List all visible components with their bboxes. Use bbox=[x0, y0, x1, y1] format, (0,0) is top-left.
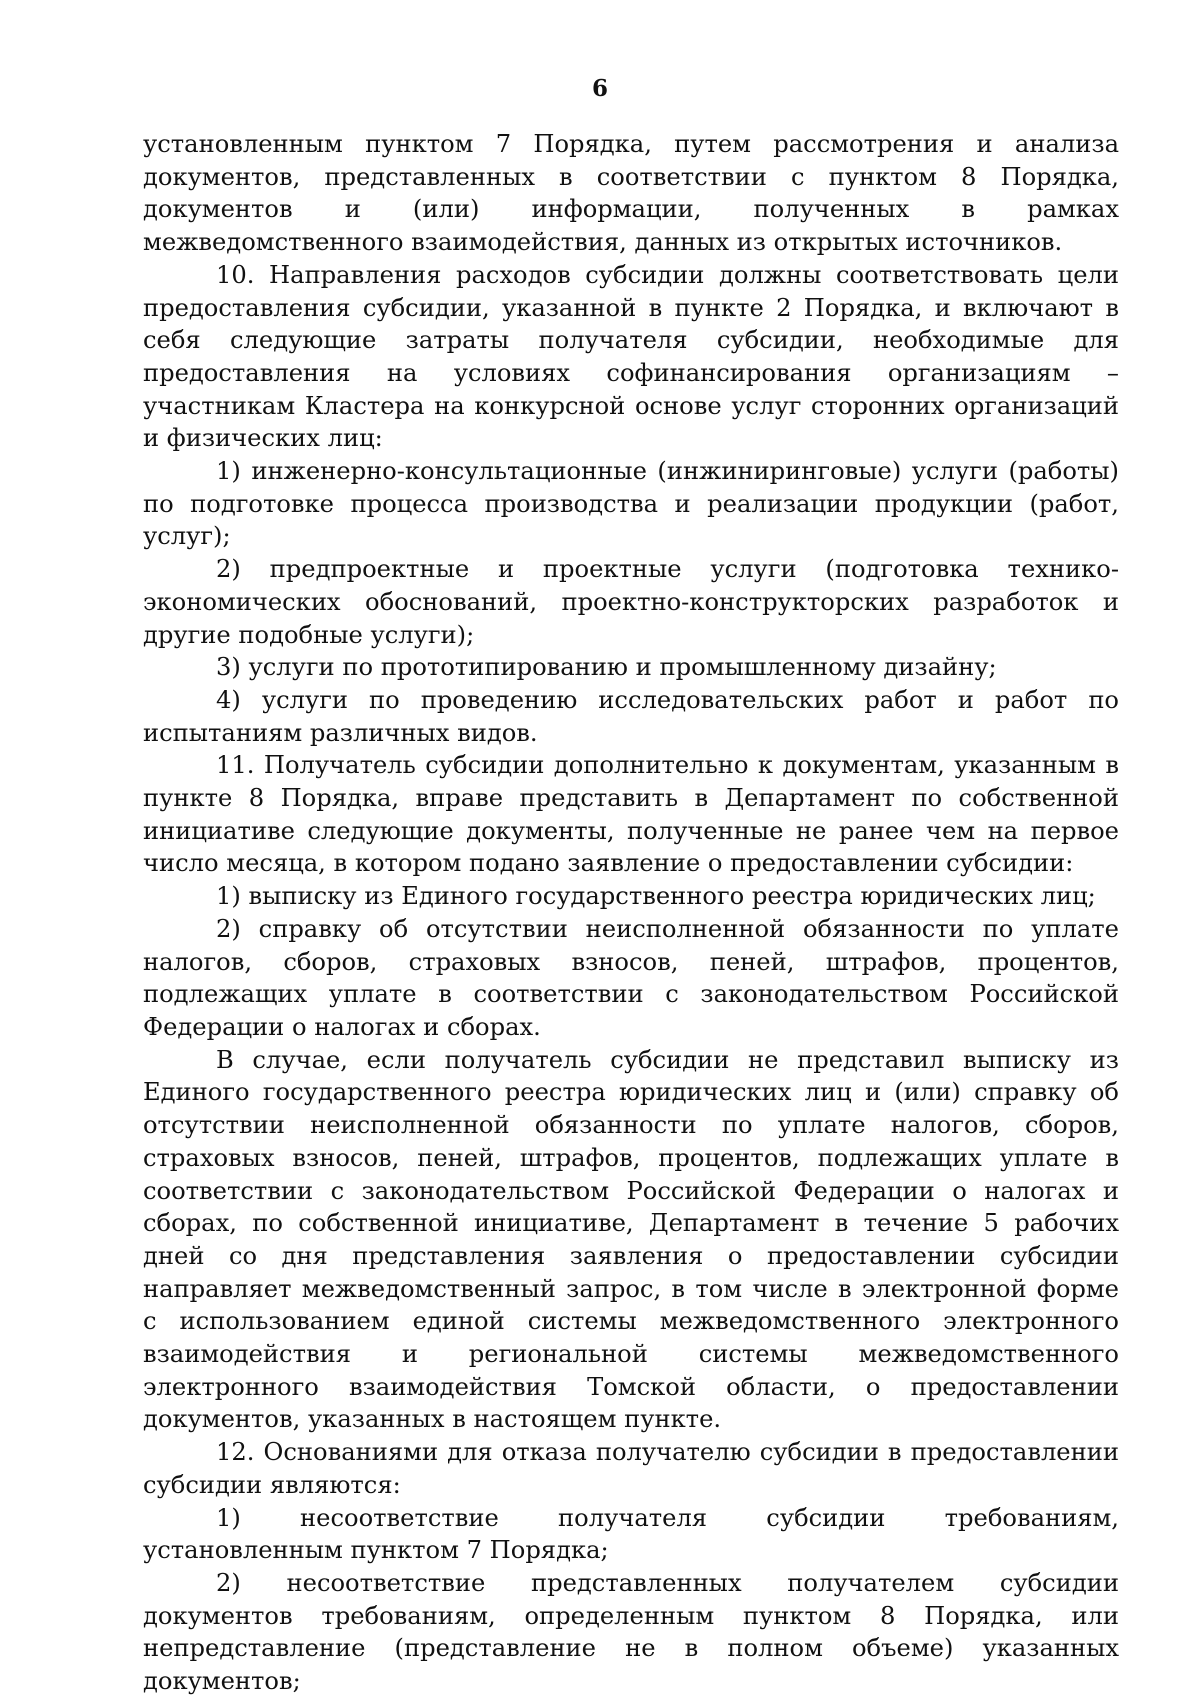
paragraph-item-12: 12. Основаниями для отказа получателю субсидии в предоставлении субсидии являются: bbox=[143, 1438, 1119, 1499]
paragraph-continuation: установленным пунктом 7 Порядка, путем рассмотрения и анализа документов, представленных в соответствии с пунктом 8 Порядка, документов и (или) информации, полученных в рамках межведомственного взаимодействия, данных из открытых источников. bbox=[143, 130, 1119, 257]
paragraph-item-12-2: 2) несоответствие представленных получателем субсидии документов требованиям, определенным пунктом 8 Порядка, или непредставление (представление не в полном объеме) указанных документов; bbox=[143, 1568, 1119, 1696]
paragraph-item-11-note: В случае, если получатель субсидии не представил выписку из Единого государственного реестра юридических лиц и (или) справку об отсутствии неисполненной обязанности по уплате налогов, сборов, страховых взносов, пеней, штрафов, процентов, подлежащих уплате в соответствии с законодательством Российской Федерации о налогах и сборах, по собственной инициативе, Департамент в течение 5 рабочих дней со дня представления заявления о предоставлении субсидии направляет межведомственный запрос, в том числе в электронной форме с использованием единой системы межведомственного электронного взаимодействия и региональной системы межведомственного электронного взаимодействия Томской области, о предоставлении документов, указанных в настоящем пункте. bbox=[143, 1045, 1119, 1434]
paragraph-item-10-1: 1) инженерно-консультационные (инжиниринговые) услуги (работы) по подготовке процесса производства и реализации продукции (работ, услуг); bbox=[143, 457, 1119, 551]
paragraph-item-12-1: 1) несоответствие получателя субсидии требованиям, установленным пунктом 7 Порядка; bbox=[143, 1503, 1119, 1565]
paragraph-item-11: 11. Получатель субсидии дополнительно к документам, указанным в пункте 8 Порядка, вправе представить в Департамент по собственной инициативе следующие документы, полученные не ранее чем на первое число месяца, в котором подано заявление о предоставлении субсидии: bbox=[143, 751, 1119, 878]
paragraph-item-10: 10. Направления расходов субсидии должны соответствовать цели предоставления субсидии, указанной в пункте 2 Порядка, и включают в себя следующие затраты получателя субсидии, необходимые для предоставления на условиях софинансирования организациям – участникам Кластера на конкурсной основе услуг сторонних организаций и физических лиц: bbox=[143, 260, 1119, 453]
paragraph-item-11-2: 2) справку об отсутствии неисполненной обязанности по уплате налогов, сборов, страховых взносов, пеней, штрафов, процентов, подлежащих уплате в соответствии с законодательством Российской Федерации о налогах и сборах. bbox=[143, 914, 1119, 1041]
paragraph-item-10-3: 3) услуги по прототипированию и промышленному дизайну; bbox=[216, 653, 997, 682]
page-number: 6 bbox=[591, 75, 608, 102]
paragraph-item-10-2: 2) предпроектные и проектные услуги (подготовка технико-экономических обоснований, проектно-конструкторских разработок и другие подобные услуги); bbox=[143, 555, 1119, 649]
paragraph-item-11-1: 1) выписку из Единого государственного реестра юридических лиц; bbox=[216, 882, 1096, 911]
paragraph-item-10-4: 4) услуги по проведению исследовательских работ и работ по испытаниям различных видов. bbox=[143, 685, 1119, 747]
document-body bbox=[143, 128, 1119, 1698]
